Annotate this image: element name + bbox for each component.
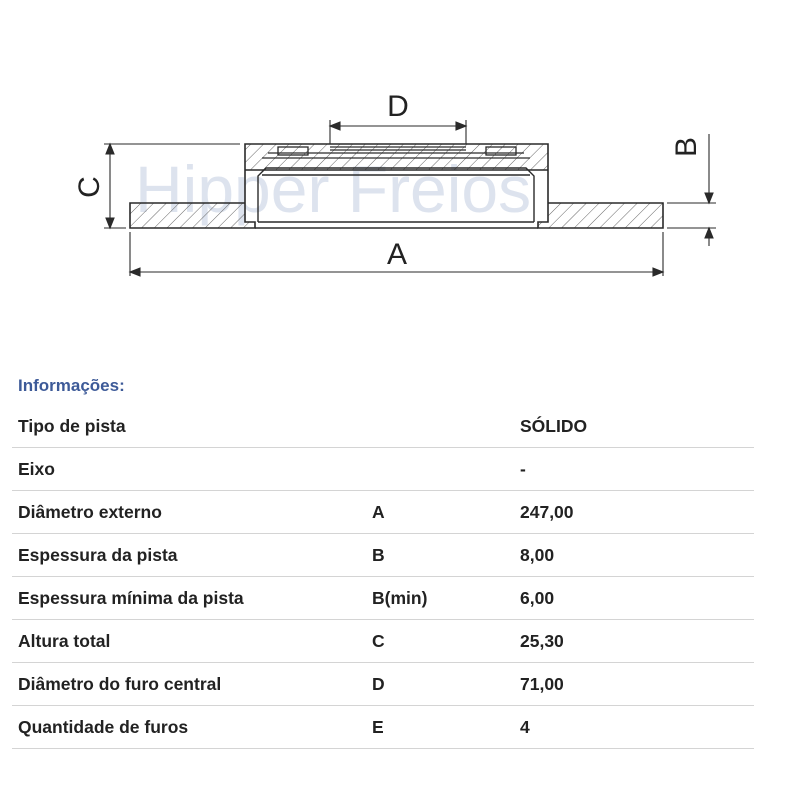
spec-value: - — [514, 448, 754, 491]
spec-row — [12, 577, 754, 620]
spec-row — [12, 491, 754, 534]
spec-label: Eixo — [12, 448, 366, 491]
spec-label: Espessura mínima da pista — [12, 577, 366, 620]
spec-value: SÓLIDO — [514, 405, 754, 448]
dimension-label-b: B — [670, 136, 703, 158]
spec-label: Espessura da pista — [12, 534, 366, 577]
spec-row — [12, 405, 754, 448]
spec-value: 71,00 — [514, 663, 754, 706]
dimension-label-d: D — [387, 90, 409, 123]
spec-value: 247,00 — [514, 491, 754, 534]
spec-label: Tipo de pista — [12, 405, 366, 448]
spec-row — [12, 706, 754, 749]
spec-code: B — [366, 534, 514, 577]
spec-value: 6,00 — [514, 577, 754, 620]
brake-disc-section-diagram — [0, 0, 800, 300]
spec-code: E — [366, 706, 514, 749]
spec-code: A — [366, 491, 514, 534]
info-heading: Informações: — [18, 376, 125, 395]
spec-row — [12, 448, 754, 491]
spec-value: 8,00 — [514, 534, 754, 577]
spec-code: B(min) — [366, 577, 514, 620]
spec-code — [366, 405, 514, 448]
spec-label: Diâmetro externo — [12, 491, 366, 534]
spec-value: 4 — [514, 706, 754, 749]
spec-code — [366, 448, 514, 491]
spec-row — [12, 534, 754, 577]
spec-table — [12, 405, 754, 749]
spec-row — [12, 620, 754, 663]
spec-label: Quantidade de furos — [12, 706, 366, 749]
dimension-label-a: A — [386, 238, 408, 271]
spec-label: Altura total — [12, 620, 366, 663]
spec-label: Diâmetro do furo central — [12, 663, 366, 706]
spec-row — [12, 663, 754, 706]
dimension-label-c: C — [73, 176, 106, 198]
spec-table-body — [12, 405, 754, 749]
spec-value: 25,30 — [514, 620, 754, 663]
spec-code: C — [366, 620, 514, 663]
watermark: Hipper Freios — [135, 152, 532, 226]
spec-code: D — [366, 663, 514, 706]
